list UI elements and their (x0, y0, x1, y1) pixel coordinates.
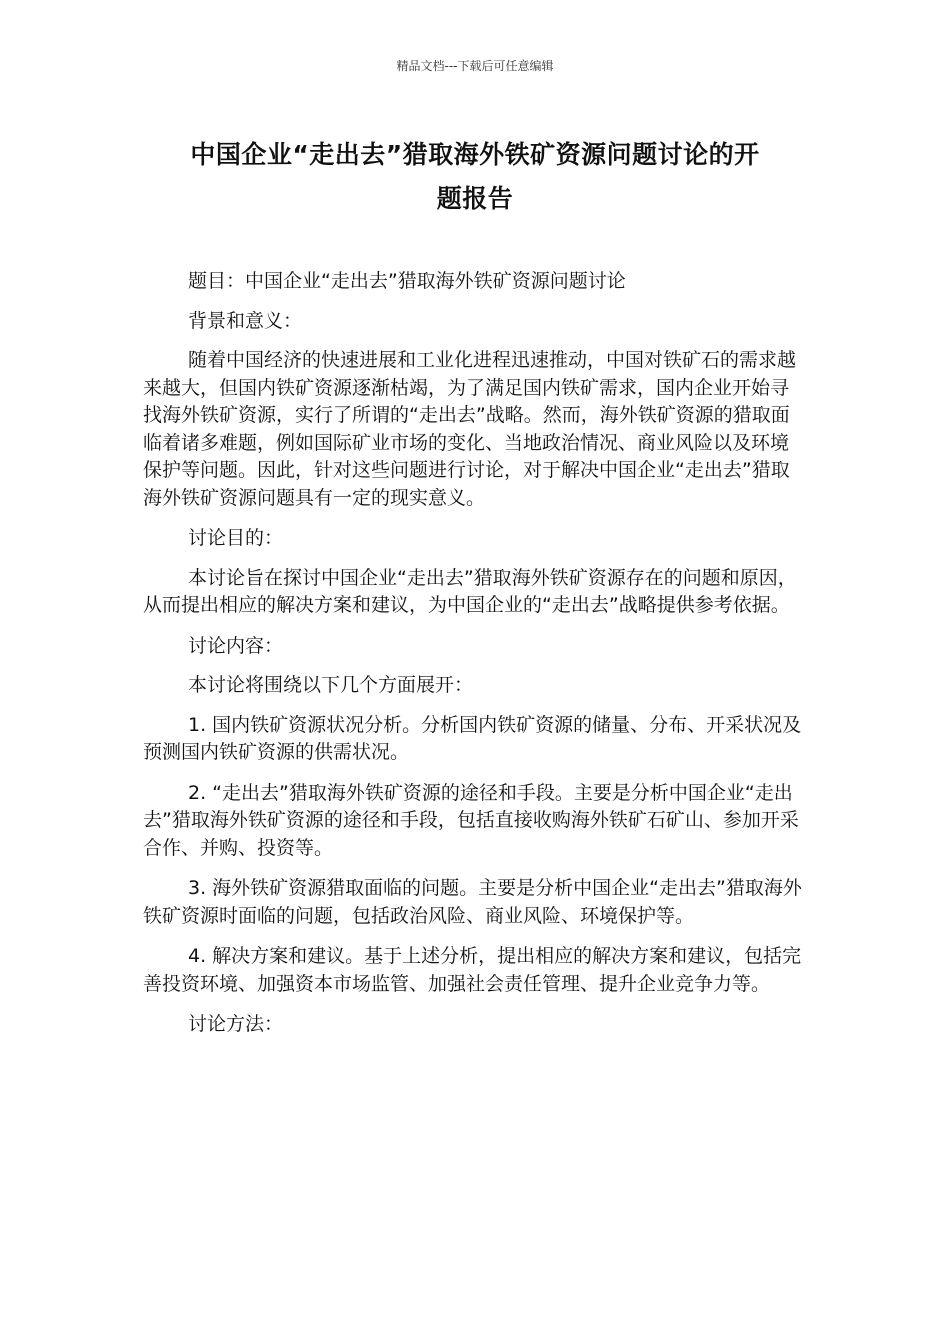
title-line-2: 题报告 (436, 184, 514, 213)
heading-method: 讨论方法： (188, 1013, 284, 1035)
document-body (143, 268, 807, 1051)
heading-purpose: 讨论目的： (188, 527, 284, 549)
header-note: 精品文档---下载后可任意编辑 (396, 59, 554, 73)
paragraph-content-intro: 本讨论将围绕以下几个方面展开： (188, 674, 474, 696)
paragraph-topic: 题目：中国企业“走出去”猎取海外铁矿资源问题讨论 (188, 270, 626, 292)
paragraph-purpose: 本讨论旨在探讨中国企业“走出去”猎取海外铁矿资源存在的问题和原因，从而提出相应的解决方案和建议，为中国企业的“走出去”战略提供参考依据。 (143, 566, 797, 616)
list-item-2: 2. “走出去”猎取海外铁矿资源的途径和手段。主要是分析中国企业“走出去”猎取海外铁矿资源的途径和手段，包括直接收购海外铁矿石矿山、参加开采合作、并购、投资等。 (143, 781, 799, 859)
list-item-3: 3. 海外铁矿资源猎取面临的问题。主要是分析中国企业“走出去”猎取海外铁矿资源时面临的问题，包括政治风险、商业风险、环境保护等。 (143, 877, 802, 927)
paragraph-background: 随着中国经济的快速进展和工业化进程迅速推动，中国对铁矿石的需求越来越大，但国内铁矿资源逐渐枯竭，为了满足国内铁矿需求，国内企业开始寻找海外铁矿资源，实行了所谓的“走出去”战略。然而，海外铁矿资源的猎取面临着诸多难题，例如国际矿业市场的变化、当地政治情况、商业风险以及环境保护等问题。因此，针对这些问题进行讨论，对于解决中国企业“走出去”猎取海外铁矿资源问题具有一定的现实意义。 (143, 349, 797, 509)
list-item-4: 4. 解决方案和建议。基于上述分析，提出相应的解决方案和建议，包括完善投资环境、加强资本市场监管、加强社会责任管理、提升企业竞争力等。 (143, 945, 802, 995)
list-item-1: 1. 国内铁矿资源状况分析。分析国内铁矿资源的储量、分布、开采状况及预测国内铁矿资源的供需状况。 (143, 713, 802, 763)
heading-content: 讨论内容： (188, 634, 284, 657)
heading-background: 背景和意义： (188, 309, 303, 332)
title-line-1: 中国企业“走出去”猎取海外铁矿资源问题讨论的开 (190, 140, 760, 169)
document-title (143, 133, 807, 221)
